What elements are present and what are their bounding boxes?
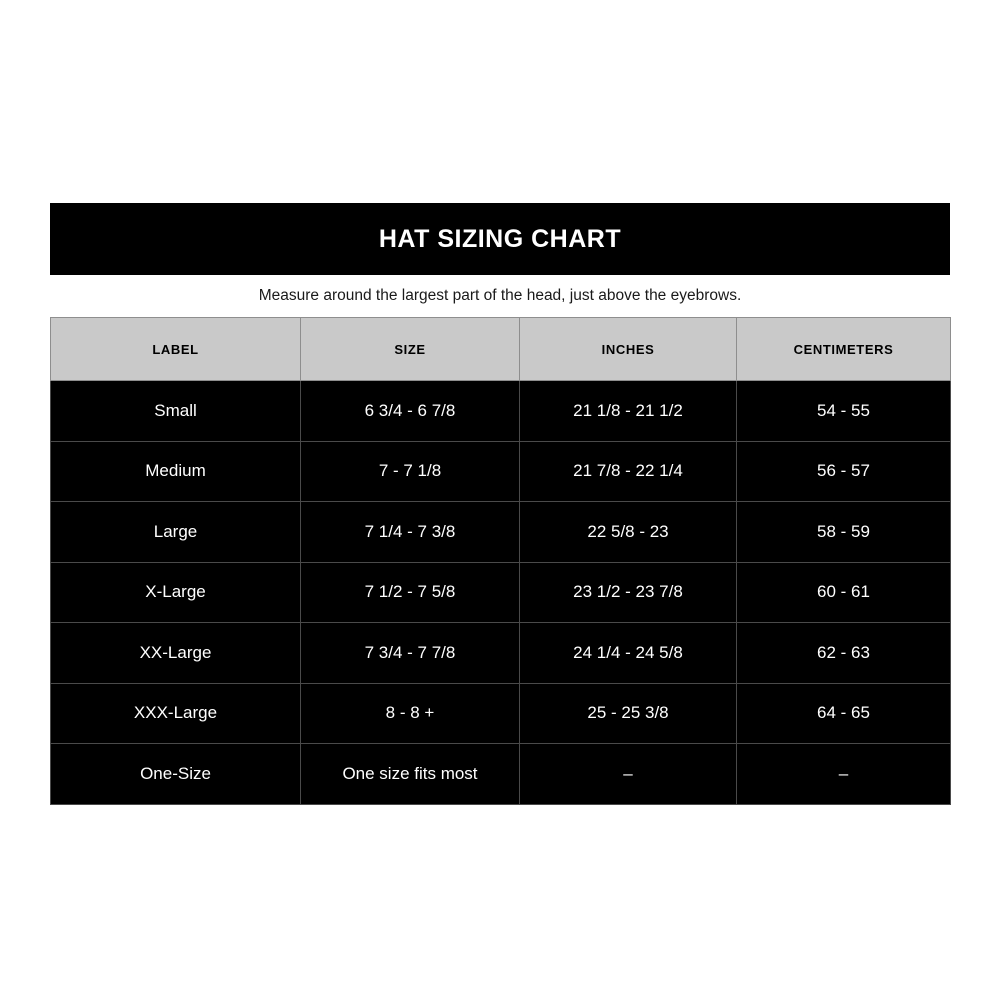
chart-subtitle: Measure around the largest part of the head, just above the eyebrows. [258,287,742,304]
table-row [51,441,951,502]
page-title: HAT SIZING CHART [378,224,622,253]
cell-label: Medium [51,441,301,502]
cell-inches: 21 1/8 - 21 1/2 [520,381,737,442]
cell-centimeters: 58 - 59 [737,502,951,563]
cell-label: Large [51,502,301,563]
cell-centimeters: 54 - 55 [737,381,951,442]
table-row [51,744,951,805]
sizing-table [50,317,951,805]
chart-subtitle-row [50,275,950,317]
cell-centimeters: 60 - 61 [737,562,951,623]
cell-label: One-Size [51,744,301,805]
cell-size: One size fits most [301,744,520,805]
cell-centimeters: – [737,744,951,805]
table-body [51,381,951,805]
cell-inches: 22 5/8 - 23 [520,502,737,563]
cell-size: 7 1/2 - 7 5/8 [301,562,520,623]
cell-label: XXX-Large [51,683,301,744]
table-row [51,562,951,623]
table-header [51,318,951,381]
chart-title-bar [50,203,950,275]
cell-label: X-Large [51,562,301,623]
table-row [51,381,951,442]
cell-inches: 21 7/8 - 22 1/4 [520,441,737,502]
cell-inches: 25 - 25 3/8 [520,683,737,744]
table-row [51,623,951,684]
cell-label: XX-Large [51,623,301,684]
table-row [51,683,951,744]
column-header-inches: INCHES [520,318,737,381]
cell-size: 8 - 8 + [301,683,520,744]
cell-centimeters: 62 - 63 [737,623,951,684]
cell-size: 7 3/4 - 7 7/8 [301,623,520,684]
column-header-label: LABEL [51,318,301,381]
cell-centimeters: 64 - 65 [737,683,951,744]
cell-size: 7 1/4 - 7 3/8 [301,502,520,563]
cell-size: 6 3/4 - 6 7/8 [301,381,520,442]
column-header-size: SIZE [301,318,520,381]
cell-size: 7 - 7 1/8 [301,441,520,502]
cell-label: Small [51,381,301,442]
cell-inches: 23 1/2 - 23 7/8 [520,562,737,623]
column-header-centimeters: CENTIMETERS [737,318,951,381]
table-row [51,502,951,563]
cell-centimeters: 56 - 57 [737,441,951,502]
cell-inches: – [520,744,737,805]
table-header-row [51,318,951,381]
cell-inches: 24 1/4 - 24 5/8 [520,623,737,684]
hat-sizing-chart [50,203,950,805]
